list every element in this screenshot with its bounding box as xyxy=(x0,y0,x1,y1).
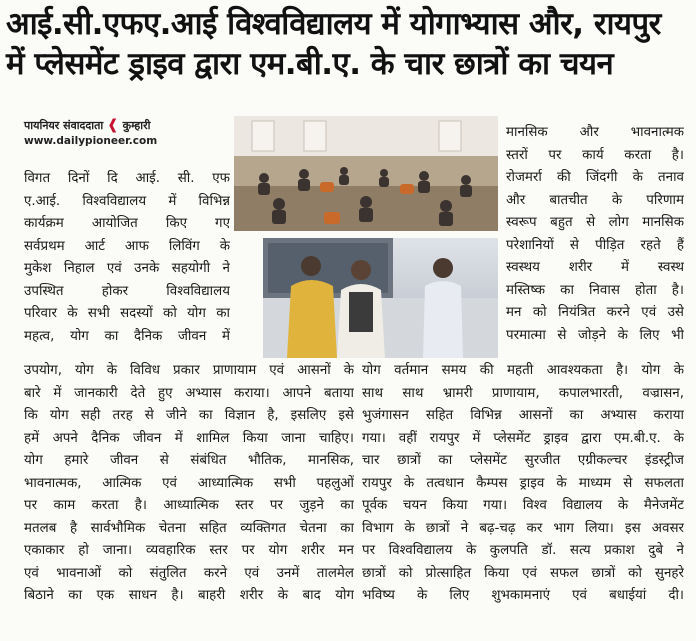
bottom-right-text xyxy=(362,360,684,608)
left-line-6: उपस्थित होकर विश्वविद्यालय xyxy=(24,283,230,299)
right-line-6: परेशानियों से पीड़ित रहते हैं xyxy=(506,237,684,253)
bottom-right-line-10: छात्रों को प्रोत्साहित किया एवं सफल छात्रों को सुनहरे xyxy=(362,565,684,581)
byline xyxy=(24,117,150,133)
headline-line-1: आई.सी.एफए.आई विश्वविद्यालय में योगाभ्यास और, रायपुर xyxy=(6,6,661,42)
bottom-left-line-9: एकाकार हो जाना। व्यवहारिक स्तर पर योग शरीर मन xyxy=(24,543,354,558)
right-line-1: मानसिक और भावनात्मक xyxy=(506,125,684,140)
yoga-session-photo xyxy=(234,116,498,231)
felicitation-photo xyxy=(263,238,498,358)
bottom-left-line-8: मतलब है सार्वभौमिक चेतना सहित व्यक्तिगत चेतना का xyxy=(24,520,354,536)
left-column-text xyxy=(24,168,230,348)
bottom-right-line-1: योग वर्तमान समय की महती आवश्यकता है। योग के xyxy=(362,363,684,378)
bottom-left-line-1: उपयोग, योग के विविध प्रकार प्राणायाम एवं आसनों के xyxy=(24,363,354,378)
right-line-5: स्वरूप बहुत से लोग मानसिक xyxy=(506,215,684,230)
left-line-3: कार्यक्रम आयोजित किए गए xyxy=(24,216,230,231)
right-line-8: मस्तिष्क का निवास होता है। xyxy=(506,282,684,298)
bottom-right-line-3: भुजंगासन सहित विभिन्न आसनों का अभ्यास कराया xyxy=(362,408,684,423)
bottom-left-line-10: एवं भावनाओं को संतुलित करने एवं उनमें तालमेल xyxy=(24,565,354,581)
bottom-right-line-6: रायपुर के तत्वधान कैम्पस ड्राइव के माध्यम से सफलता xyxy=(362,475,684,491)
bottom-right-line-8: विभाग के छात्रों ने बढ़-चढ़ कर भाग लिया। इस अवसर xyxy=(362,520,684,536)
headline-line-2: में प्लेसमेंट ड्राइव द्वारा एम.बी.ए. के चार छात्रों का चयन xyxy=(6,46,614,82)
bottom-right-line-9: पर विश्वविद्यालय के कुलपति डॉ. सत्य प्रकाश दुबे ने xyxy=(362,543,684,558)
bottom-right-line-7: पूर्वक चयन किया गया। विश्व विद्यालय के मैनेजमेंट xyxy=(362,498,684,513)
left-line-7: परिवार के सभी सदस्यों को योग का xyxy=(24,306,230,321)
bottom-left-line-5: योग हमारे जीवन से संबंधित भौतिक, मानसिक, xyxy=(24,453,354,468)
left-line-4: सर्वप्रथम आर्ट आफ लिविंग के xyxy=(24,238,230,254)
bottom-left-line-2: बारे में जानकारी देते हुए अभ्यास कराया। आपने बताया xyxy=(24,385,354,401)
right-line-10: परमात्मा से जोड़ने के लिए भी xyxy=(506,327,684,343)
bottom-right-line-4: गया। वहीं रायपुर में प्लेसमेंट ड्राइव द्वारा एम.बी.ए. के xyxy=(362,430,684,446)
right-line-3: रोजमर्रा की जिंदगी के तनाव xyxy=(506,170,684,185)
right-column-text xyxy=(506,122,684,347)
bottom-right-line-11: भविष्य के लिए शुभकामनाएं एवं बधाईयां दी। xyxy=(362,588,684,603)
reporter-name: पायनियर संवाददाता xyxy=(24,119,104,132)
headline xyxy=(6,4,690,84)
dateline-location: कुम्हारी xyxy=(122,119,151,132)
right-line-9: मन को नियंत्रित करने एवं उसे xyxy=(506,305,684,320)
left-line-5: मुकेश निहाल एवं उनके सहयोगी ने xyxy=(24,261,230,276)
bottom-left-line-3: कि योग सही तरह से जीने का विज्ञान है, इसलिए इसे xyxy=(24,408,354,423)
bottom-left-line-6: भावनात्मक, आत्मिक एवं आध्यात्मिक सभी पहलुओं xyxy=(24,475,354,491)
dateline-arrow-icon: ❰ xyxy=(107,117,119,133)
bottom-left-line-4: हमें अपने दैनिक जीवन में शामिल किया जाना चाहिए। xyxy=(24,430,354,446)
source-url: www.dailypioneer.com xyxy=(24,135,158,147)
left-line-8: महत्व, योग का दैनिक जीवन में xyxy=(24,328,230,344)
bottom-left-line-11: बिठाने का एक साधन है। बाहरी शरीर के बाद योग xyxy=(24,588,354,603)
right-line-2: स्तरों पर कार्य करता है। xyxy=(506,147,684,163)
bottom-right-line-5: चार छात्रों का प्लेसमेंट सुरजीत एग्रीकल्चर इंडस्ट्रीज xyxy=(362,453,684,468)
bottom-right-line-2: साथ साथ भ्रामरी प्राणायाम, कपालभारती, वज्रासन, xyxy=(362,385,684,401)
bottom-left-line-7: पर काम करता है। आध्यात्मिक स्तर पर जुड़ने का xyxy=(24,498,354,513)
right-line-7: स्वस्थय शरीर में स्वस्थ xyxy=(506,260,684,275)
left-line-1: विगत दिनों दि आई. सी. एफ xyxy=(24,171,230,186)
bottom-left-text xyxy=(24,360,354,608)
left-line-2: ए.आई. विश्वविद्यालय में विभिन्न xyxy=(24,193,230,209)
right-line-4: और बातचीत के परिणाम xyxy=(506,192,684,208)
